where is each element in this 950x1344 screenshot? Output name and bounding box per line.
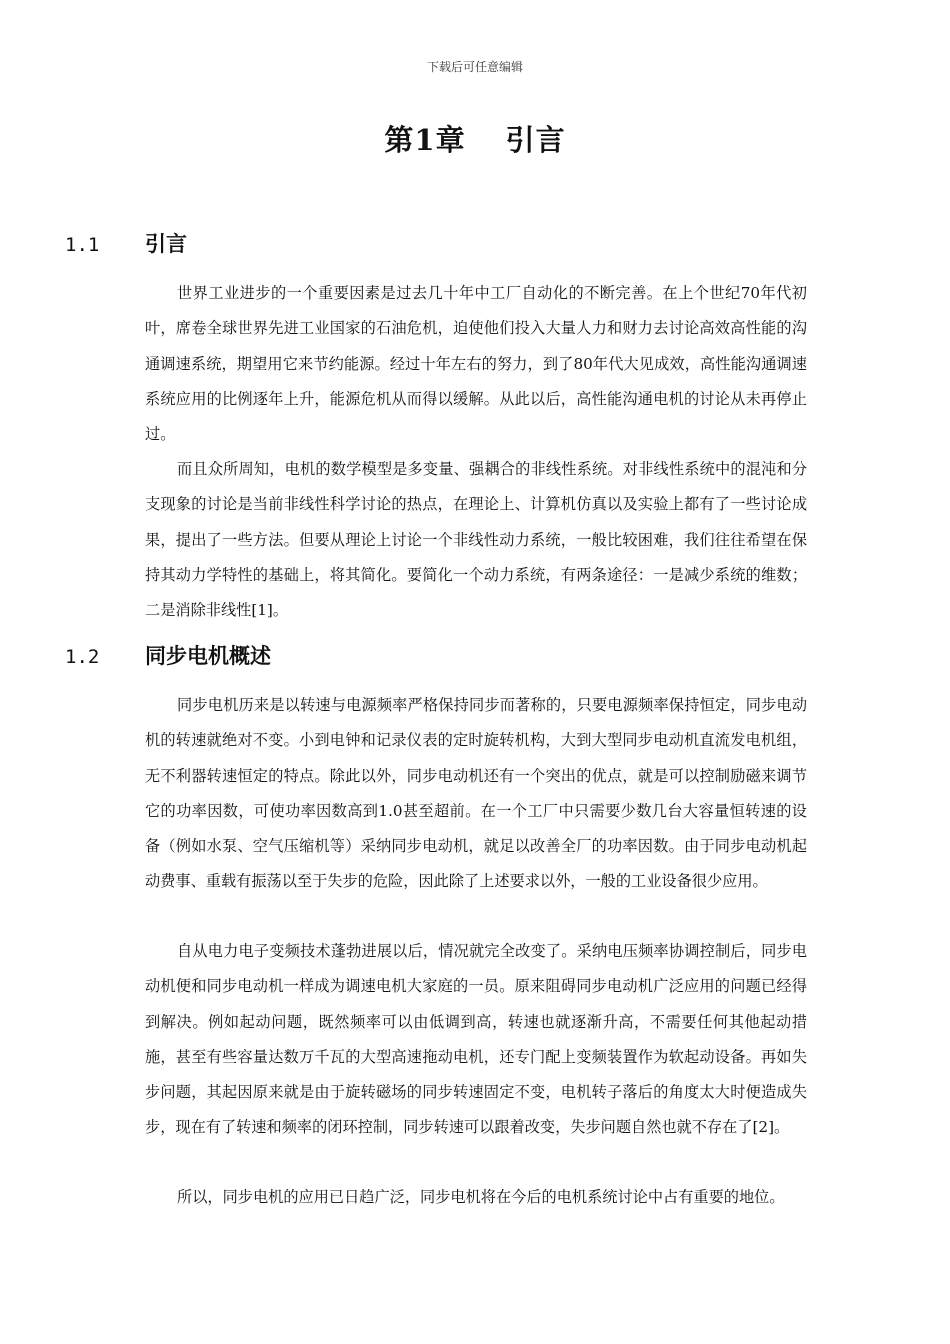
paragraph: 世界工业进步的一个重要因素是过去几十年中工厂自动化的不断完善。在上个世纪70年代初叶，席卷全球世界先进工业国家的石油危机，迫使他们投入大量人力和财力去讨论高效高性能的沟通调速系统，期望用它来节约能源。经过十年左右的努力，到了80年代大见成效，高性能沟通调速系统应用的比例逐年上升，能源危机从而得以缓解。从此以后，高性能沟通电机的讨论从未再停止过。 xyxy=(145,284,807,444)
section-heading-1-1 xyxy=(65,228,187,258)
section-number: 1.1 xyxy=(65,234,100,256)
section-number: 1.2 xyxy=(65,646,100,668)
paragraph: 所以，同步电机的应用已日趋广泛，同步电机将在今后的电机系统讨论中占有重要的地位。 xyxy=(177,1188,785,1206)
section-title: 同步电机概述 xyxy=(145,643,271,668)
chapter-name: 引言 xyxy=(505,123,566,157)
paragraph: 而且众所周知，电机的数学模型是多变量、强耦合的非线性系统。对非线性系统中的混沌和分支现象的讨论是当前非线性科学讨论的热点，在理论上、计算机仿真以及实验上都有了一些讨论成果，提出了一些方法。但要从理论上讨论一个非线性动力系统，一般比较困难，我们往往希望在保持其动力学特性的基础上，将其简化。要简化一个动力系统，有两条途径：一是减少系统的维数；二是消除非线性[1]。 xyxy=(145,460,807,620)
chapter-number: 第1章 xyxy=(384,123,466,157)
paragraph: 同步电机历来是以转速与电源频率严格保持同步而著称的，只要电源频率保持恒定，同步电动机的转速就绝对不变。小到电钟和记录仪表的定时旋转机构，大到大型同步电动机直流发电机组，无不利器转速恒定的特点。除此以外，同步电动机还有一个突出的优点，就是可以控制励磁来调节它的功率因数，可使功率因数高到1.0甚至超前。在一个工厂中只需要少数几台大容量恒转速的设备（例如水泵、空气压缩机等）采纳同步电动机，就足以改善全厂的功率因数。由于同步电动机起动费事、重载有振荡以至于失步的危险，因此除了上述要求以外，一般的工业设备很少应用。 xyxy=(145,696,807,891)
section-heading-1-2 xyxy=(65,640,271,670)
section-title: 引言 xyxy=(145,231,187,256)
paragraph: 自从电力电子变频技术蓬勃进展以后，情况就完全改变了。采纳电压频率协调控制后，同步电动机便和同步电动机一样成为调速电机大家庭的一员。原来阻碍同步电动机广泛应用的问题已经得到解决。例如起动问题，既然频率可以由低调到高，转速也就逐渐升高，不需要任何其他起动措施，甚至有些容量达数万千瓦的大型高速拖动电机，还专门配上变频装置作为软起动设备。再如失步问题，其起因原来就是由于旋转磁场的同步转速固定不变，电机转子落后的角度太大时便造成失步，现在有了转速和频率的闭环控制，同步转速可以跟着改变，失步问题自然也就不存在了[2]。 xyxy=(145,942,807,1137)
chapter-title xyxy=(0,118,950,159)
header-note: 下载后可任意编辑 xyxy=(426,60,523,74)
